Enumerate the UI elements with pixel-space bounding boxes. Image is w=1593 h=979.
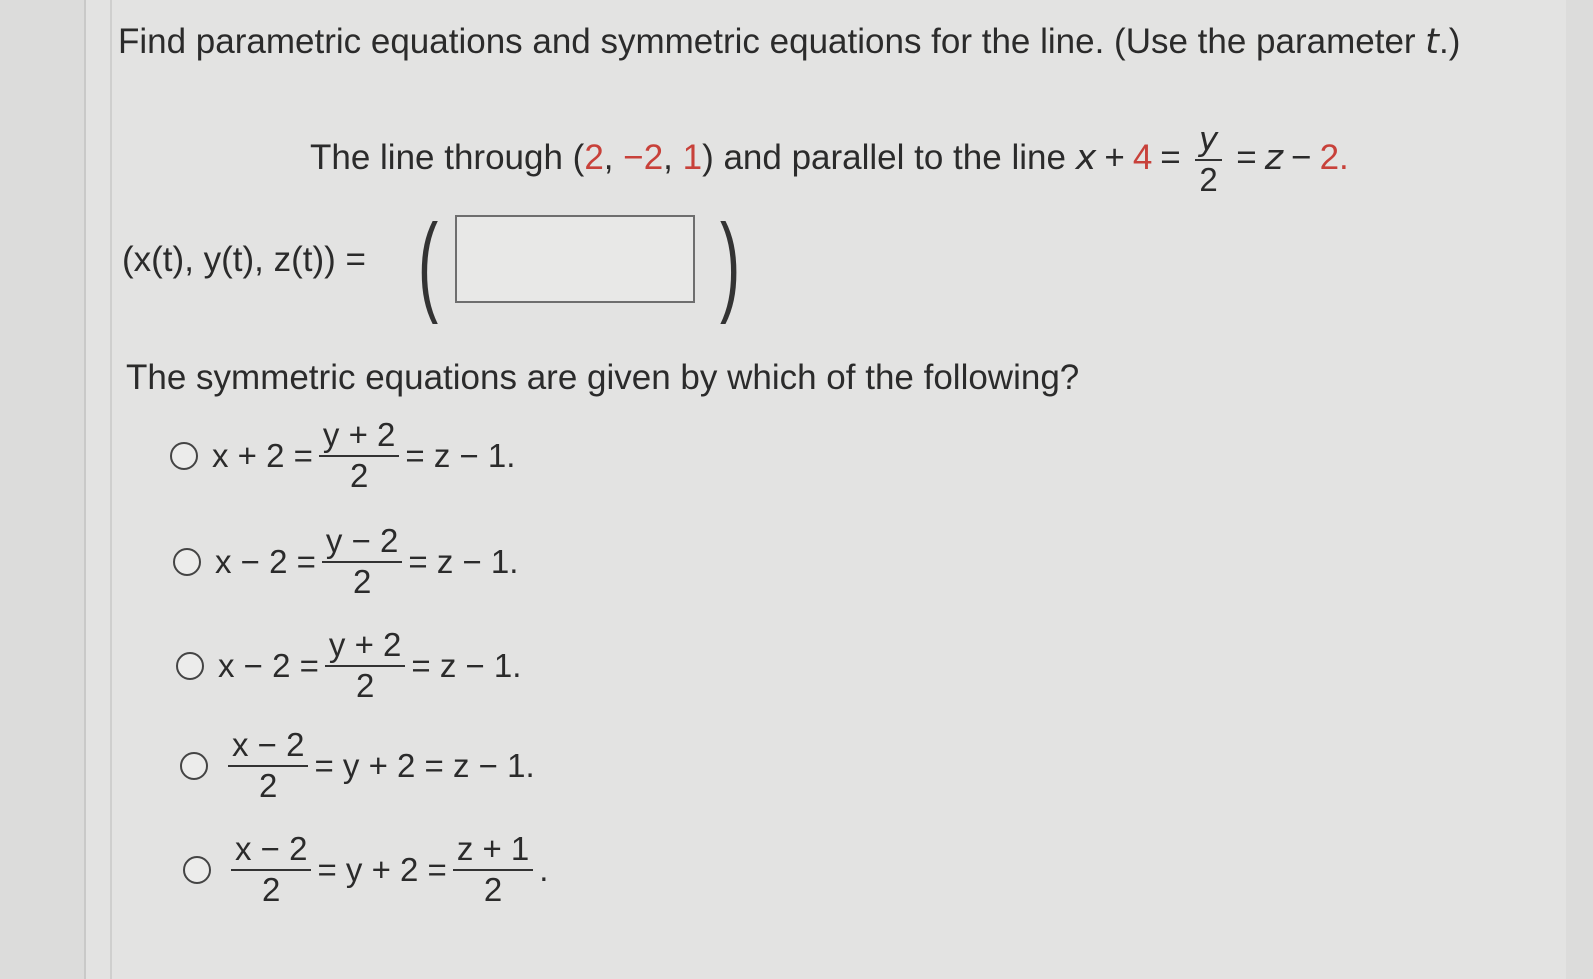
option-left: x + 2 = [212, 436, 313, 474]
fraction-denominator: 2 [349, 456, 369, 494]
option-right: . [539, 850, 549, 888]
open-paren: ( [418, 202, 439, 325]
option-5[interactable] [183, 832, 548, 907]
eq-constant: 4 [1132, 137, 1153, 177]
point-sep: , [603, 137, 624, 177]
fraction-denominator: 2 [352, 562, 372, 600]
fraction-numerator: x − 2 [231, 832, 311, 871]
parameter-variable: t [1425, 22, 1440, 62]
question-prompt [118, 22, 1460, 62]
eq-equals: = [1236, 137, 1257, 177]
eq-fraction-numerator: y [1195, 122, 1223, 161]
fraction-denominator: 2 [262, 870, 281, 908]
line-mid-text: ) and parallel to the line [702, 137, 1076, 177]
option-fraction [228, 728, 308, 803]
option-right: = y + 2 = z − 1. [314, 746, 535, 784]
option-left: x − 2 = [215, 542, 316, 580]
eq-minus: − [1291, 137, 1312, 177]
fraction-denominator: 2 [355, 666, 375, 704]
option-fraction [322, 524, 402, 599]
symmetric-question: The symmetric equations are given by which of the following? [126, 358, 1080, 397]
option-middle: = y + 2 = [317, 850, 447, 888]
radio-button[interactable] [170, 442, 198, 470]
eq-z: z [1264, 137, 1284, 178]
eq-equals: = [1160, 137, 1181, 177]
fraction-numerator: y − 2 [322, 524, 402, 563]
fraction-numerator: y + 2 [319, 418, 399, 457]
eq-fraction-denominator: 2 [1199, 160, 1218, 198]
option-right: = z − 1. [405, 436, 516, 474]
question-prompt-end: .) [1439, 22, 1461, 61]
option-fraction [325, 628, 405, 703]
radio-button[interactable] [176, 652, 204, 680]
close-paren: ) [720, 202, 741, 325]
option-fraction [319, 418, 399, 493]
parametric-answer-input[interactable] [455, 215, 695, 303]
eq-x: x [1075, 137, 1097, 178]
fraction-numerator: y + 2 [325, 628, 405, 667]
option-right: = z − 1. [411, 646, 522, 684]
point-sep: , [663, 137, 683, 177]
point-z: 1 [682, 137, 703, 177]
fraction-denominator: 2 [483, 870, 503, 908]
option-2[interactable] [173, 524, 518, 599]
option-fraction [231, 832, 311, 907]
fraction-denominator: 2 [259, 766, 278, 804]
question-prompt-text: Find parametric equations and symmetric equations for the line. (Use the parameter [118, 22, 1426, 61]
option-3[interactable] [176, 628, 521, 703]
radio-button[interactable] [173, 548, 201, 576]
point-y: −2 [623, 137, 664, 177]
option-right: = z − 1. [408, 542, 519, 580]
fraction-numerator: z + 1 [453, 832, 533, 871]
point-x: 2 [584, 137, 604, 177]
radio-button[interactable] [183, 856, 211, 884]
radio-button[interactable] [180, 752, 208, 780]
eq-constant: 2. [1319, 137, 1349, 177]
line-prefix: The line through ( [310, 137, 585, 177]
parametric-label: (x(t), y(t), z(t)) = [122, 240, 366, 279]
option-fraction-2 [453, 832, 533, 907]
panel-divider [110, 0, 112, 979]
option-4[interactable] [180, 728, 535, 803]
fraction-numerator: x − 2 [228, 728, 308, 767]
option-1[interactable] [170, 418, 515, 493]
eq-plus: + [1104, 137, 1125, 177]
option-left: x − 2 = [218, 646, 319, 684]
line-description [310, 119, 1349, 198]
eq-fraction [1195, 119, 1223, 198]
